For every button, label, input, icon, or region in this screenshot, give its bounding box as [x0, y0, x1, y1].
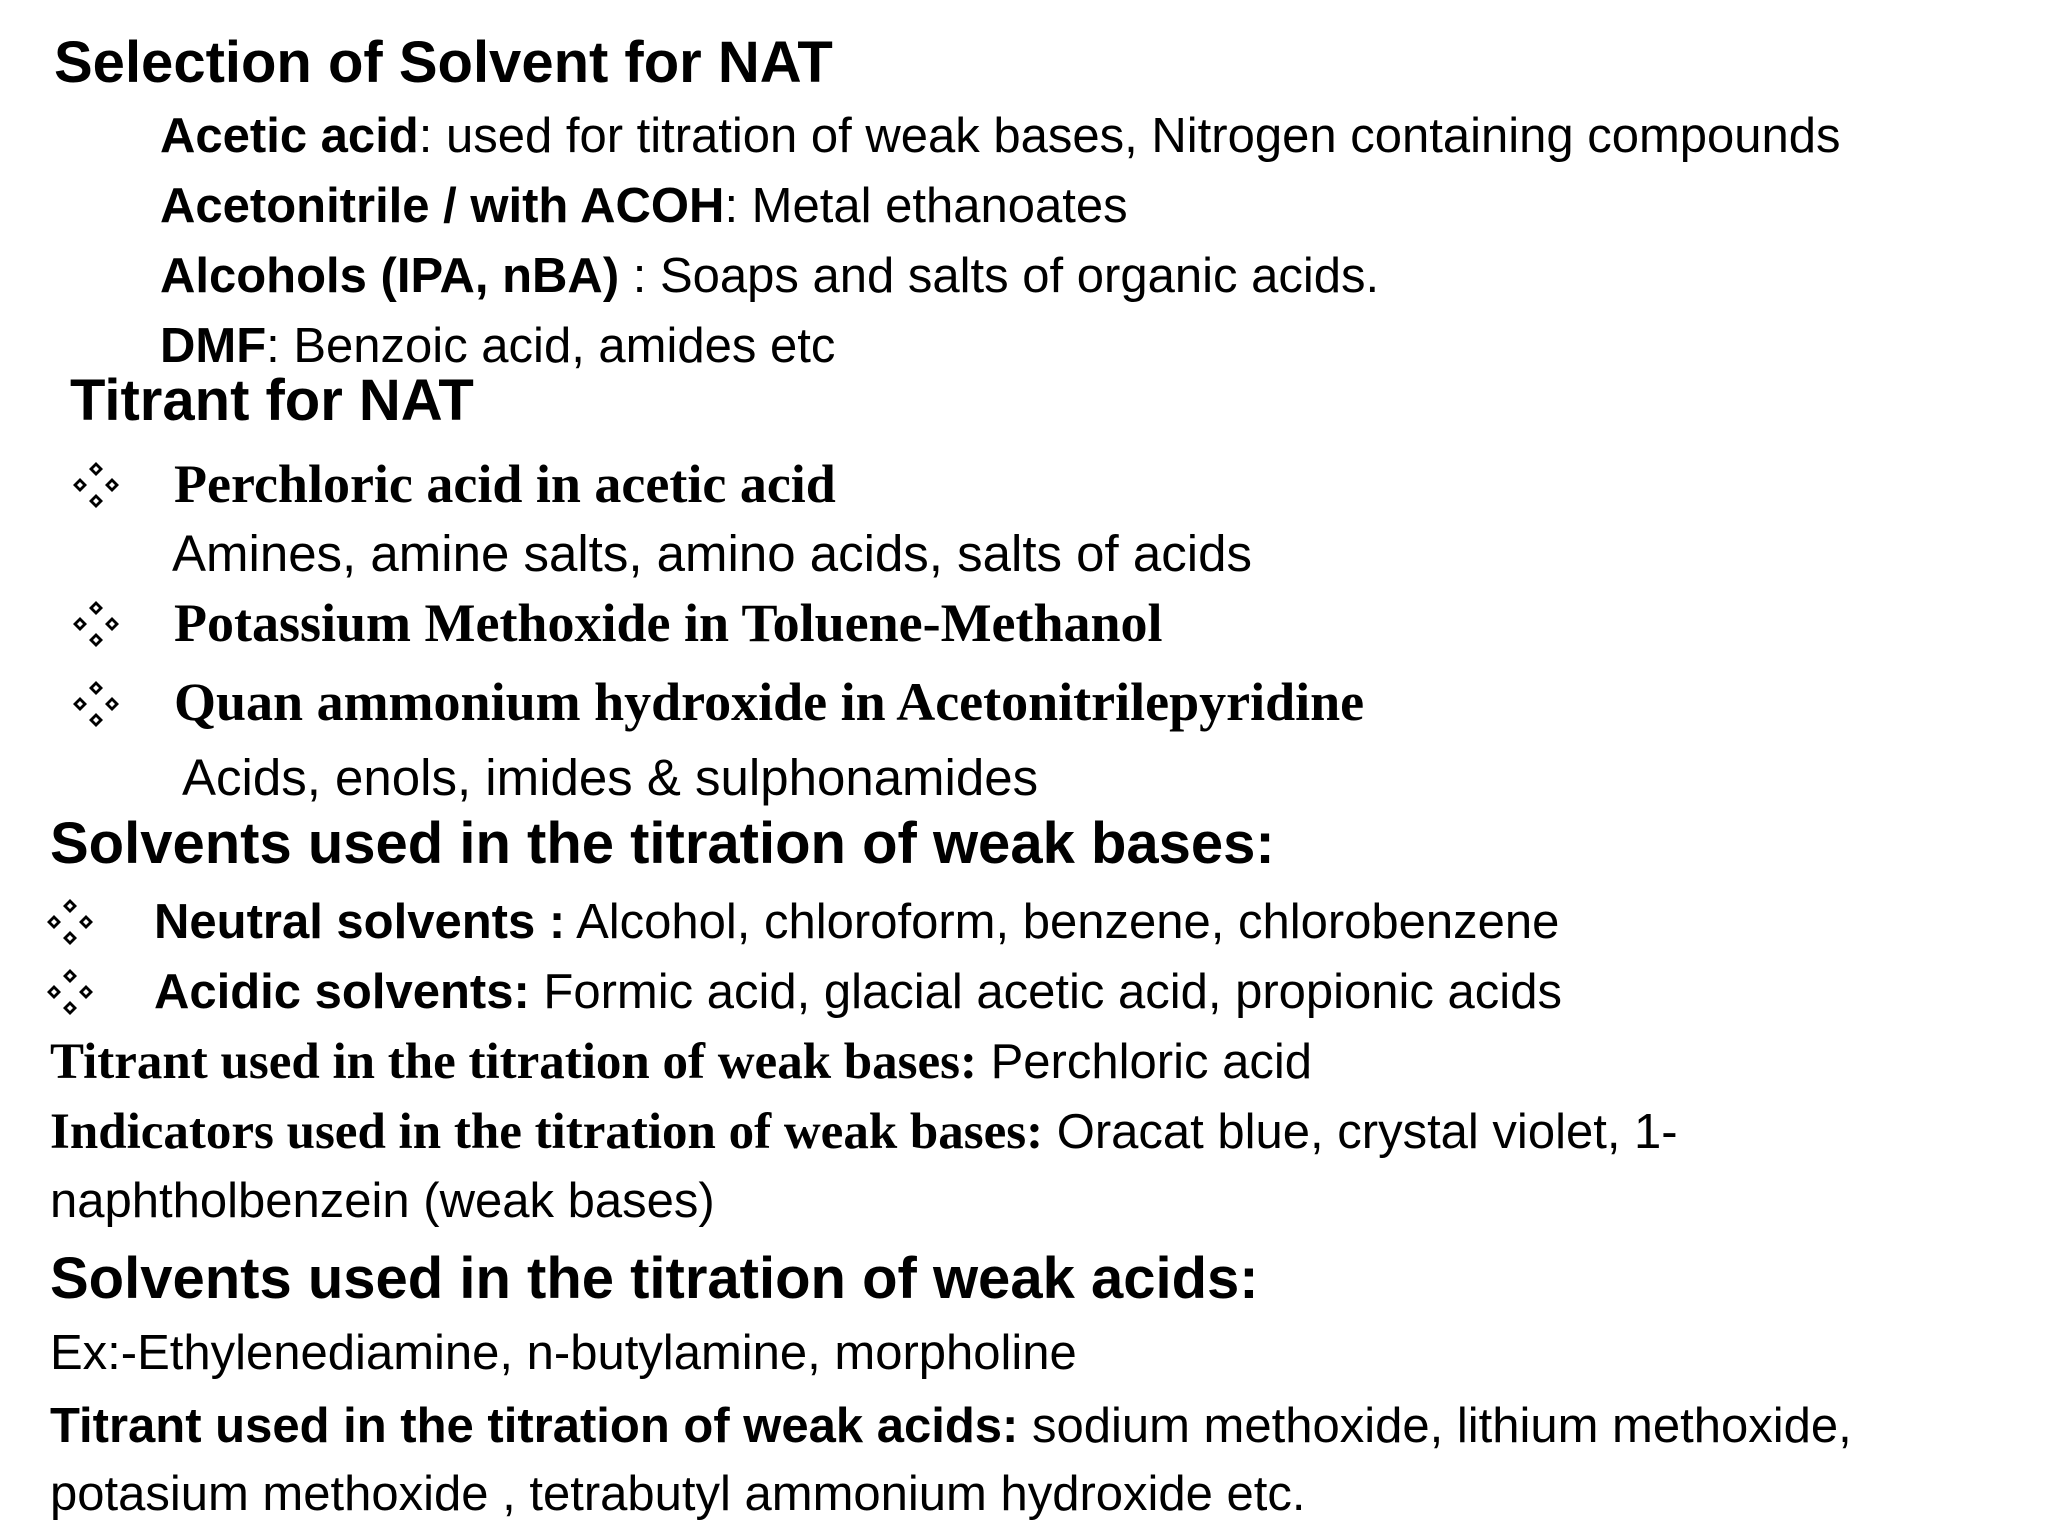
section-title-weak-bases-solvents: Solvents used in the titration of weak bases: [50, 811, 1275, 876]
weak-acid-titrant-continued: potasium methoxide , tetrabutyl ammonium hydroxide etc. [50, 1467, 1306, 1521]
solvent-type-examples: Formic acid, glacial acetic acid, propionic acids [529, 965, 1562, 1019]
solvent-type-examples: Alcohol, chloroform, benzene, chlorobenzene [565, 895, 1560, 949]
solvent-label: Acetonitrile / with ACOH [160, 179, 725, 233]
weak-acid-titrant-line [50, 1399, 1852, 1453]
weak-base-indicators-value: Oracat blue, crystal violet, 1- [1043, 1105, 1678, 1159]
section-title-titrant: Titrant for NAT [70, 368, 474, 433]
solvent-label: Alcohols (IPA, nBA) [160, 249, 620, 303]
weak-base-titrant-label: Titrant used in the titration of weak bases: [50, 1034, 977, 1090]
weak-base-indicators-continued: naphtholbenzein (weak bases) [50, 1174, 715, 1228]
titrant-name: Quan ammonium hydroxide in Acetonitrilepyridine [174, 672, 1365, 732]
four-diamond-bullet-icon [46, 968, 94, 1016]
weak-acid-solvent-examples: Ex:-Ethylenediamine, n-butylamine, morpholine [50, 1326, 1077, 1380]
solvent-label: DMF [160, 319, 267, 373]
solvent-type-label: Acidic solvents: [154, 965, 530, 1019]
weak-base-solvent-acidic [154, 965, 1562, 1019]
titrant-note: Acids, enols, imides & sulphonamides [182, 749, 1039, 806]
solvent-item-alcohols [160, 249, 1380, 303]
weak-base-indicators-line [50, 1104, 1678, 1160]
solvent-item-acetic-acid [160, 109, 1841, 163]
weak-base-titrant-line [50, 1034, 1312, 1090]
solvent-item-acetonitrile [160, 179, 1128, 233]
solvent-label: Acetic acid [160, 109, 419, 163]
solvent-type-label: Neutral solvents : [154, 895, 566, 949]
four-diamond-bullet-icon [72, 600, 120, 648]
solvent-use: : used for titration of weak bases, Nitrogen containing compounds [418, 109, 1841, 163]
titrant-name: Perchloric acid in acetic acid [174, 454, 836, 514]
section-title-weak-acids-solvents: Solvents used in the titration of weak acids: [50, 1246, 1259, 1311]
solvent-item-dmf [160, 319, 836, 373]
weak-base-titrant-value: Perchloric acid [977, 1035, 1312, 1089]
weak-base-solvent-neutral [154, 895, 1560, 949]
four-diamond-bullet-icon [72, 461, 120, 509]
weak-base-indicators-label: Indicators used in the titration of weak bases: [50, 1104, 1044, 1160]
titrant-name: Potassium Methoxide in Toluene-Methanol [174, 593, 1163, 653]
solvent-use: : Metal ethanoates [724, 179, 1128, 233]
section-title-solvent-selection: Selection of Solvent for NAT [54, 30, 833, 95]
solvent-use: : Soaps and salts of organic acids. [619, 249, 1380, 303]
solvent-use: : Benzoic acid, amides etc [266, 319, 836, 373]
four-diamond-bullet-icon [72, 680, 120, 728]
titrant-note: Amines, amine salts, amino acids, salts of acids [172, 525, 1252, 582]
weak-acid-titrant-label: Titrant used in the titration of weak acids: [50, 1399, 1019, 1453]
four-diamond-bullet-icon [46, 898, 94, 946]
weak-acid-titrant-value: sodium methoxide, lithium methoxide, [1018, 1399, 1852, 1453]
